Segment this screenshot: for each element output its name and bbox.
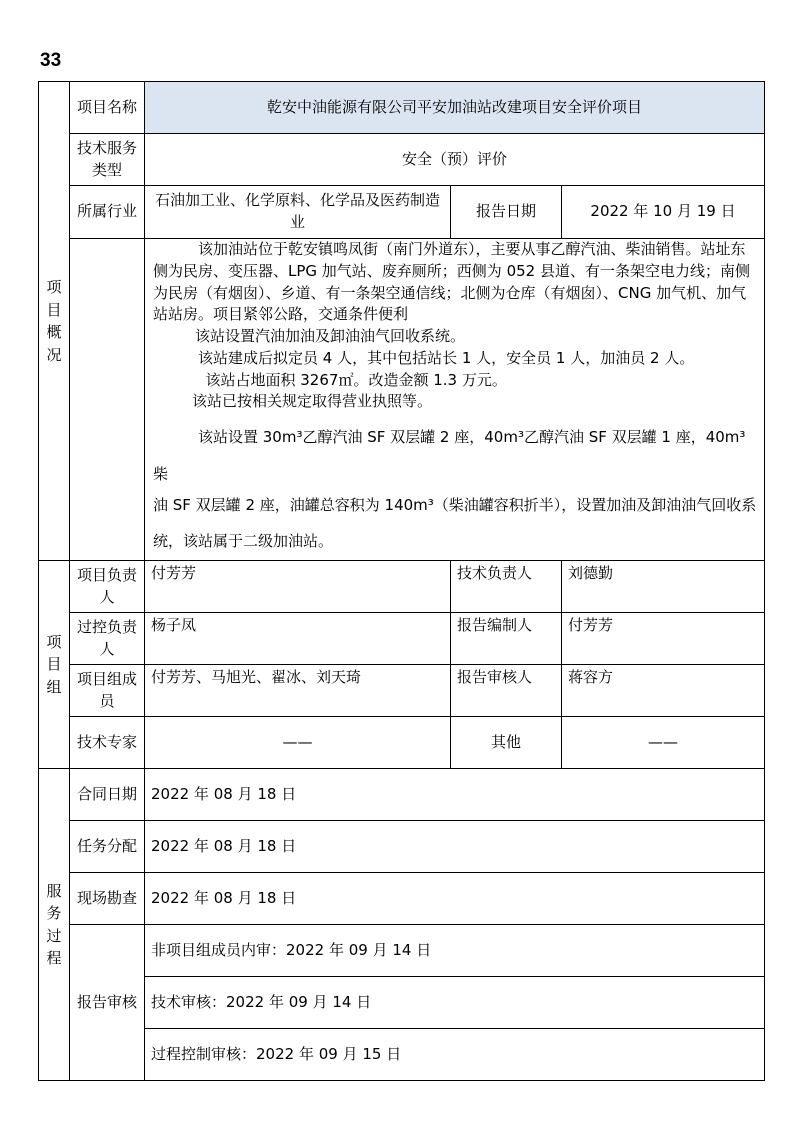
process-leader-value: 杨子凤 (145, 613, 451, 665)
summary-staffing: 该站建成后拟定员 4 人，其中包括站长 1 人，安全员 1 人，加油员 2 人。 (198, 348, 695, 367)
process-control-review-value: 过程控制审核：2022 年 09 月 15 日 (145, 1029, 765, 1081)
page-number: 33 (40, 50, 62, 71)
industry-value: 石油加工业、化学原料、化学品及医药制造业 (145, 186, 451, 239)
summary-vapor-recovery: 该站设置汽油加油及卸油油气回收系统。 (195, 327, 466, 345)
members-label: 项目组成员 (70, 665, 145, 717)
other-label: 其他 (451, 717, 562, 769)
service-type-label: 技术服务类型 (70, 134, 145, 186)
tech-leader-label: 技术负责人 (451, 561, 562, 613)
process-leader-label: 过控负责人 (70, 613, 145, 665)
report-reviewer-value: 蒋容方 (562, 665, 765, 717)
project-name-label: 项目名称 (70, 82, 145, 134)
summary-tanks-line1: 该站设置 30m³乙醇汽油 SF 双层罐 2 座，40m³乙醇汽油 SF 双层罐 1 座，40m³柴 (153, 428, 746, 483)
summary-location: 该加油站位于乾安镇鸣凤街（南门外道东），主要从事乙醇汽油、柴油销售。站址东侧为民房、变压器、LPG 加气站、废弃厕所；西侧为 052 县道、有一条架空电力线；南侧为民房（有烟囱）、乡道、有一条架空通信线；北侧为仓库（有烟囱）、CNG 加气机、加气站站房。项目紧邻公路，交通条件便利 (153, 240, 750, 324)
summary-license: 该站已按相关规定取得营业执照等。 (192, 392, 433, 411)
report-author-label: 报告编制人 (451, 613, 562, 665)
summary-label-cell (70, 239, 145, 561)
contract-date-value: 2022 年 08 月 18 日 (145, 769, 765, 821)
report-author-value: 付芳芳 (562, 613, 765, 665)
project-summary (145, 239, 765, 561)
report-reviewer-label: 报告审核人 (451, 665, 562, 717)
task-assign-value: 2022 年 08 月 18 日 (145, 821, 765, 873)
tech-review-value: 技术审核：2022 年 09 月 14 日 (145, 977, 765, 1029)
tech-expert-label: 技术专家 (70, 717, 145, 769)
project-info-table (38, 81, 765, 1081)
project-leader-label: 项目负责人 (70, 561, 145, 613)
industry-label: 所属行业 (70, 186, 145, 239)
site-survey-label: 现场勘查 (70, 873, 145, 925)
process-group-label: 服务过程 (39, 769, 70, 1081)
internal-review-value: 非项目组成员内审：2022 年 09 月 14 日 (145, 925, 765, 977)
service-type-value: 安全（预）评价 (145, 134, 765, 186)
site-survey-value: 2022 年 08 月 18 日 (145, 873, 765, 925)
tech-expert-value: —— (145, 717, 451, 769)
report-date-value: 2022 年 10 月 19 日 (562, 186, 765, 239)
summary-tanks-line2: 油 SF 双层罐 2 座，油罐总容积为 140m³（柴油罐容积折半），设置加油及卸油油气回收系统，该站属于二级加油站。 (153, 495, 757, 551)
summary-area: 该站占地面积 3267㎡。改造金额 1.3 万元。 (205, 370, 507, 389)
report-review-label: 报告审核 (70, 925, 145, 1081)
members-value: 付芳芳、马旭光、翟冰、刘天琦 (145, 665, 451, 717)
project-leader-value: 付芳芳 (145, 561, 451, 613)
project-name-value: 乾安中油能源有限公司平安加油站改建项目安全评价项目 (145, 82, 765, 134)
tech-leader-value: 刘德勤 (562, 561, 765, 613)
overview-group-label: 项目概况 (39, 82, 70, 561)
report-date-label: 报告日期 (451, 186, 562, 239)
other-value: —— (562, 717, 765, 769)
team-group-label: 项目组 (39, 561, 70, 769)
task-assign-label: 任务分配 (70, 821, 145, 873)
contract-date-label: 合同日期 (70, 769, 145, 821)
